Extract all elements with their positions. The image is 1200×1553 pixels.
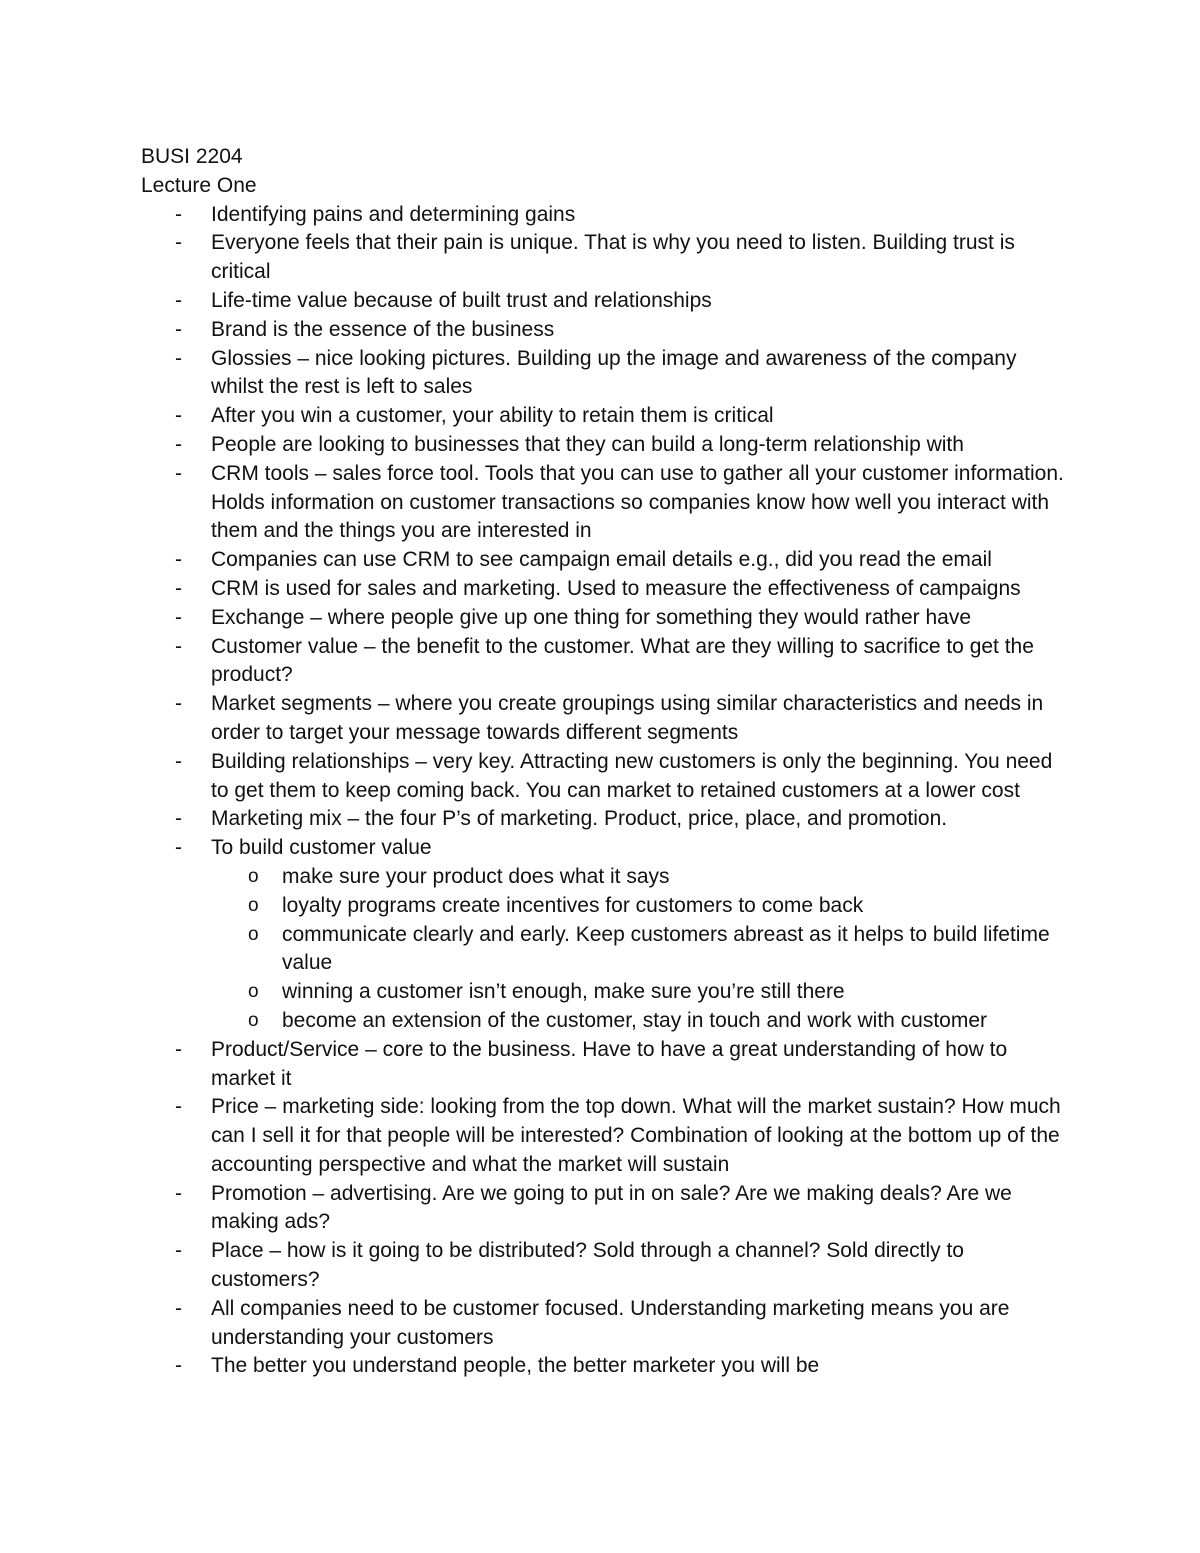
list-item xyxy=(141,604,1071,633)
sub-list-item-text: become an extension of the customer, stay in touch and work with customer xyxy=(282,1008,988,1032)
dash-marker: - xyxy=(175,432,182,456)
dash-marker: - xyxy=(175,692,182,716)
dash-marker: - xyxy=(175,634,182,658)
list-item-text: After you win a customer, your ability to retain them is critical xyxy=(211,404,774,428)
dash-marker: - xyxy=(175,836,182,860)
dash-marker: - xyxy=(175,548,182,572)
list-item-text: CRM tools – sales force tool. Tools that you can use to gather all your customer information. Holds information on customer transactions so companies know how well you interact with them and the things you are interested in xyxy=(211,461,1064,543)
list-item-text: Marketing mix – the four P’s of marketing. Product, price, place, and promotion. xyxy=(211,807,948,831)
list-item xyxy=(141,575,1071,604)
list-item-text: Glossies – nice looking pictures. Building up the image and awareness of the company whilst the rest is left to sales xyxy=(211,346,1017,399)
list-item-text: Exchange – where people give up one thing for something they would rather have xyxy=(211,605,971,629)
dash-marker: - xyxy=(175,1296,182,1320)
dash-marker: - xyxy=(175,605,182,629)
list-item-text: Customer value – the benefit to the customer. What are they willing to sacrifice to get the product? xyxy=(211,634,1034,687)
list-item-text: Companies can use CRM to see campaign email details e.g., did you read the email xyxy=(211,548,992,572)
dash-marker: - xyxy=(175,807,182,831)
sub-list-item-text: loyalty programs create incentives for customers to come back xyxy=(282,893,864,917)
list-item xyxy=(141,431,1071,460)
dash-marker: - xyxy=(175,461,182,485)
list-item-text: Life-time value because of built trust and relationships xyxy=(211,288,712,312)
list-item xyxy=(141,748,1071,806)
circle-marker: o xyxy=(248,1009,259,1031)
list-item xyxy=(141,229,1071,287)
sub-list-item xyxy=(211,863,1071,892)
list-item xyxy=(141,834,1071,1036)
customer-value-sublist xyxy=(211,863,1071,1036)
list-item-text: Place – how is it going to be distributed? Sold through a channel? Sold directly to customers? xyxy=(211,1239,964,1292)
lecture-title: Lecture One xyxy=(141,173,257,197)
list-item xyxy=(141,287,1071,316)
dash-marker: - xyxy=(175,576,182,600)
dash-marker: - xyxy=(175,1239,182,1263)
sub-list-item xyxy=(211,921,1071,979)
dash-marker: - xyxy=(175,317,182,341)
list-item xyxy=(141,805,1071,834)
circle-marker: o xyxy=(248,865,259,887)
list-item xyxy=(141,201,1071,230)
dash-marker: - xyxy=(175,1181,182,1205)
sub-list-item-text: make sure your product does what it says xyxy=(282,864,670,888)
list-item-text: Brand is the essence of the business xyxy=(211,317,555,341)
sub-list-item-text: winning a customer isn’t enough, make sure you’re still there xyxy=(282,980,845,1004)
dash-marker: - xyxy=(175,1095,182,1119)
list-item-text: Promotion – advertising. Are we going to put in on sale? Are we making deals? Are we making ads? xyxy=(211,1181,1012,1234)
list-item xyxy=(141,345,1071,403)
dash-marker: - xyxy=(175,1354,182,1378)
sub-list-item xyxy=(211,978,1071,1007)
list-item-text: Market segments – where you create groupings using similar characteristics and needs in order to target your message towards different segments xyxy=(211,692,1044,744)
notes-list xyxy=(141,201,1071,1382)
list-item-text: Price – marketing side: looking from the top down. What will the market sustain? How much can I sell it for that people will be interested? Combination of looking at the bottom up of the accounting perspective and what the market will sustain xyxy=(211,1095,1061,1176)
list-item xyxy=(141,460,1071,546)
circle-marker: o xyxy=(248,981,259,1003)
list-item xyxy=(141,690,1071,748)
dash-marker: - xyxy=(175,288,182,312)
sub-list-item xyxy=(211,1007,1071,1036)
list-item-text: People are looking to businesses that they can build a long-term relationship with xyxy=(211,432,964,456)
list-item-text: Building relationships – very key. Attracting new customers is only the beginning. You need to get them to keep coming back. You can market to retained customers at a lower cost xyxy=(211,749,1053,802)
list-item xyxy=(141,402,1071,431)
course-code: BUSI 2204 xyxy=(141,145,243,168)
dash-marker: - xyxy=(175,231,182,255)
list-item-text: Everyone feels that their pain is unique. That is why you need to listen. Building trust is critical xyxy=(211,231,1015,284)
dash-marker: - xyxy=(175,202,182,226)
list-item-text: The better you understand people, the better marketer you will be xyxy=(211,1354,820,1378)
dash-marker: - xyxy=(175,404,182,428)
list-item xyxy=(141,1036,1071,1094)
list-item xyxy=(141,316,1071,345)
list-item-text: To build customer value xyxy=(211,836,432,860)
list-item xyxy=(141,633,1071,691)
dash-marker: - xyxy=(175,346,182,370)
sub-list-item-text: communicate clearly and early. Keep customers abreast as it helps to build lifetime value xyxy=(282,922,1050,975)
list-item xyxy=(141,1237,1071,1295)
list-item-text: All companies need to be customer focused. Understanding marketing means you are understanding your customers xyxy=(211,1296,1010,1349)
list-item-text: Identifying pains and determining gains xyxy=(211,202,576,226)
list-item xyxy=(141,1093,1071,1179)
lecture-notes xyxy=(141,143,1071,1381)
dash-marker: - xyxy=(175,749,182,773)
list-item xyxy=(141,1352,1071,1381)
dash-marker: - xyxy=(175,1037,182,1061)
list-item-text: CRM is used for sales and marketing. Used to measure the effectiveness of campaigns xyxy=(211,576,1021,600)
circle-marker: o xyxy=(248,923,259,945)
list-item xyxy=(141,1180,1071,1238)
list-item-text: Product/Service – core to the business. Have to have a great understanding of how to market it xyxy=(211,1037,1008,1090)
sub-list-item xyxy=(211,892,1071,921)
list-item xyxy=(141,1295,1071,1353)
list-item xyxy=(141,546,1071,575)
circle-marker: o xyxy=(248,894,259,916)
